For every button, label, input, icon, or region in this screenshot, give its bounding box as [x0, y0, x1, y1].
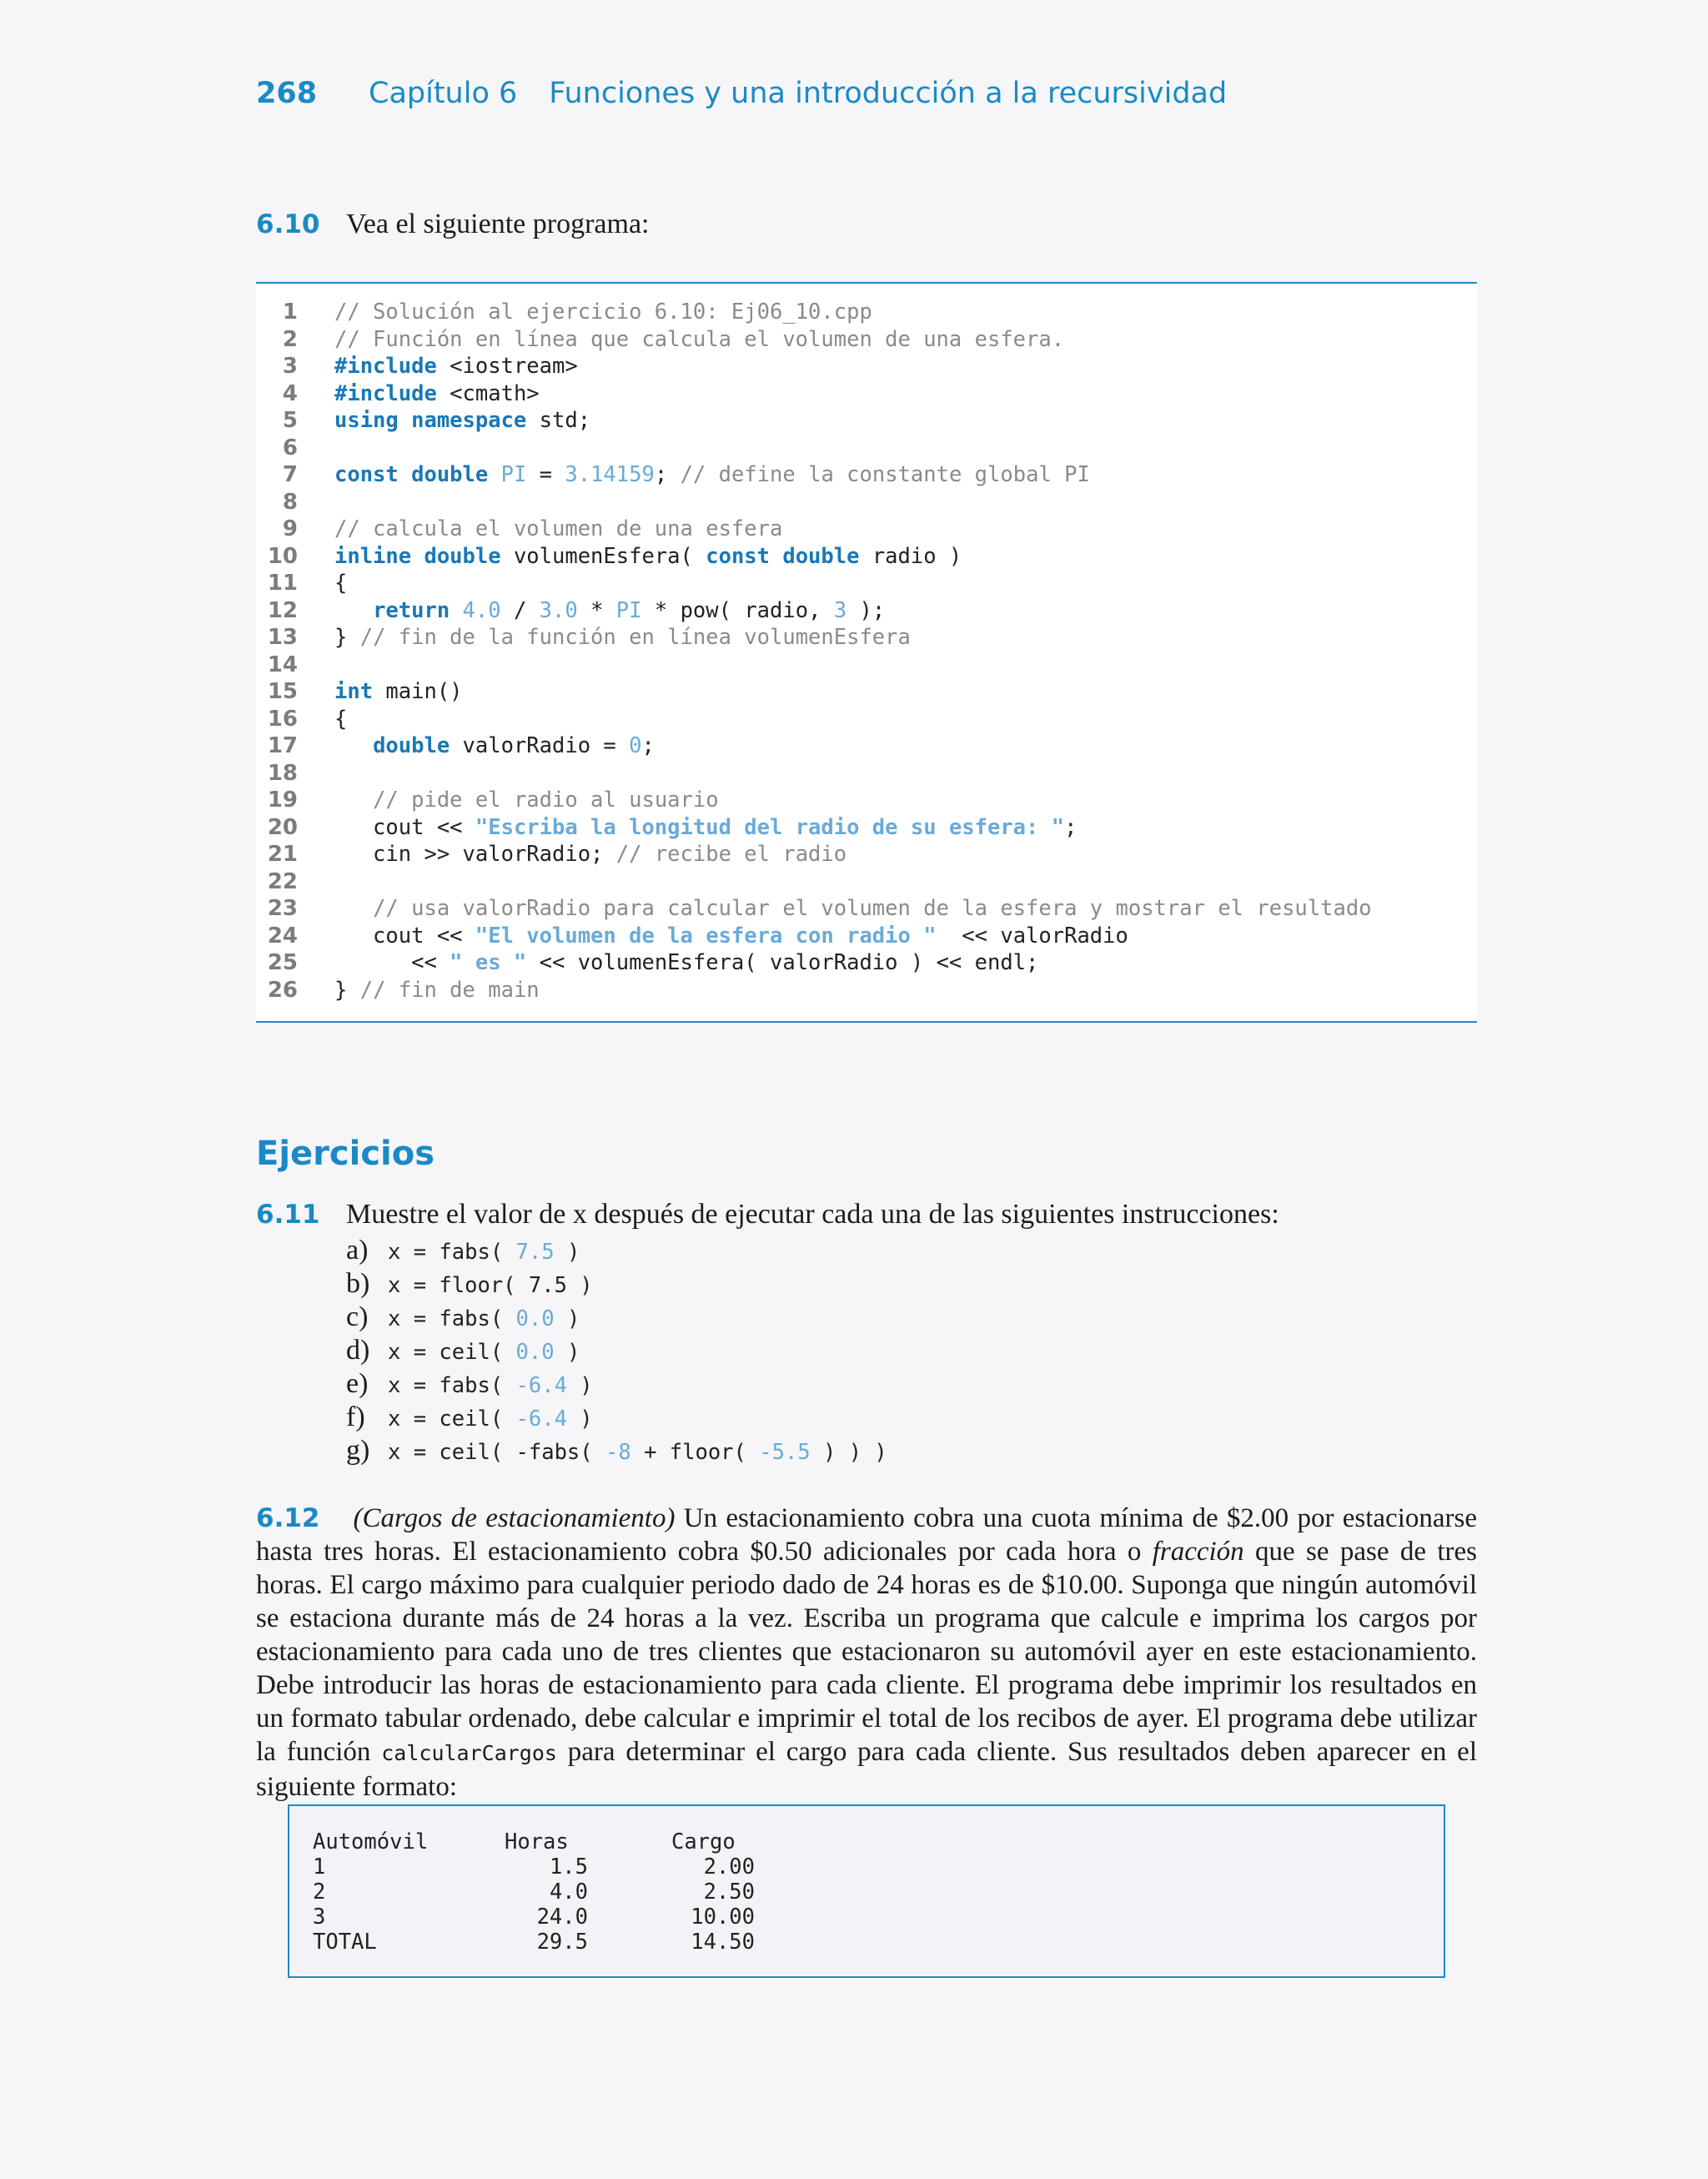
code-token: cout << — [334, 814, 475, 840]
code-token: "Escriba la longitud del radio de su esfera: " — [475, 814, 1065, 840]
code-token: // pide el radio al usuario — [373, 788, 719, 813]
code-text — [334, 814, 1077, 841]
line-number: 21 — [267, 842, 298, 867]
table-cell: 10.00 — [691, 1905, 755, 1930]
code-token: } — [334, 977, 360, 1003]
code-token: #include — [334, 380, 437, 406]
code-token: -6.4 — [515, 1373, 567, 1398]
code-token: // Función en línea que calcula el volumen de una esfera. — [334, 326, 1065, 352]
code-token: // usa valorRadio para calcular el volumen de la esfera y mostrar el resultado — [373, 896, 1372, 921]
section-title: Ejercicios — [256, 1135, 435, 1173]
code-token: std; — [526, 408, 591, 433]
code-text — [334, 923, 1128, 949]
code-token: x = ceil( — [388, 1407, 516, 1432]
code-text — [334, 570, 347, 596]
output-format-table — [288, 1804, 1445, 1978]
table-cell: TOTAL — [313, 1930, 377, 1955]
line-number: 7 — [282, 462, 298, 487]
code-token: // fin de main — [359, 977, 540, 1003]
code-token: x = fabs( — [388, 1240, 516, 1265]
line-number: 1 — [282, 299, 298, 325]
code-token: 0.0 — [515, 1306, 555, 1331]
code-token: x = ceil( -fabs( — [388, 1440, 605, 1465]
chapter-title: Funciones y una introducción a la recursividad — [549, 77, 1228, 110]
line-number: 20 — [267, 814, 298, 840]
code-token: x = fabs( — [388, 1306, 516, 1331]
line-number: 26 — [267, 977, 298, 1003]
code-token: ; — [1064, 814, 1078, 840]
code-line — [256, 652, 298, 678]
table-cell: 1.5 — [549, 1854, 588, 1880]
code-line — [256, 516, 783, 542]
exercise-text-part: que se pase de tres horas. El cargo máximo para cualquier periodo dado de 24 horas es de $10.00. Suponga que ningún automóvil se estaciona durante más de 24 horas a la vez. Escriba un programa que calcule e imprima los cargos por estacionamiento para cada uno de tres clientes que estacionaron su automóvil ayer en este estacionamiento. Debe introducir las horas de estacionamiento para cada cliente. El programa debe imprimir los resultados en un formato tabular ordenado, debe calcular e imprimir el total de los recibos de ayer. El programa debe utilizar la función — [256, 1537, 1477, 1767]
code-line — [256, 895, 1372, 922]
code-token: #include — [334, 354, 437, 379]
code-token: 0 — [629, 733, 642, 758]
code-token: 3.14159 — [565, 462, 655, 487]
line-number: 8 — [282, 489, 298, 515]
code-token — [488, 462, 500, 487]
exercise-title: (Cargos de estacionamiento) — [353, 1503, 676, 1533]
code-token: " es " — [450, 950, 527, 975]
line-number: 22 — [267, 868, 298, 894]
table-cell: 3 — [313, 1905, 326, 1930]
code-token: << volumenEsfera( valorRadio ) << endl; — [526, 950, 1039, 975]
code-token: x = ceil( — [388, 1340, 516, 1365]
code-token: 3.0 — [539, 597, 578, 623]
code-text — [334, 977, 540, 1004]
line-number: 5 — [282, 408, 298, 433]
table-cell: 2.50 — [703, 1880, 755, 1905]
function-name: calcularCargos — [381, 1741, 557, 1765]
code-token: double — [373, 733, 450, 758]
code-line — [256, 489, 298, 516]
code-line — [256, 435, 298, 461]
code-line — [256, 923, 1128, 949]
item-label: c) — [346, 1301, 369, 1332]
item-label: e) — [346, 1368, 369, 1399]
code-token: return — [373, 597, 450, 623]
code-token: + floor( — [630, 1440, 760, 1465]
code-token: <iostream> — [436, 354, 578, 379]
code-line — [256, 977, 540, 1004]
code-token: // recibe el radio — [615, 842, 847, 867]
line-number: 13 — [267, 625, 298, 650]
exercise-item — [346, 1268, 593, 1301]
line-number: 12 — [267, 597, 298, 623]
code-token: 7.5 — [515, 1240, 555, 1265]
code-token — [334, 896, 373, 921]
line-number: 10 — [267, 543, 298, 569]
code-line — [256, 868, 298, 895]
code-token: 0.0 — [515, 1340, 555, 1365]
code-line — [256, 787, 719, 813]
code-token: -6.4 — [515, 1407, 567, 1432]
table-cell: 14.50 — [691, 1930, 755, 1955]
code-text — [334, 299, 872, 325]
code-token: PI — [615, 597, 642, 623]
code-token: // fin de la función en línea volumenEsfera — [359, 625, 911, 650]
code-text — [334, 353, 578, 380]
exercise-text: Vea el siguiente programa: — [346, 209, 650, 239]
item-code — [388, 1373, 593, 1398]
code-token: { — [334, 706, 348, 732]
line-number: 4 — [282, 380, 298, 406]
code-token: ) — [554, 1240, 580, 1265]
column-header: Automóvil — [313, 1829, 429, 1854]
code-line — [256, 814, 1078, 841]
line-number: 18 — [267, 760, 298, 786]
code-token: <cmath> — [436, 380, 540, 406]
exercise-number: 6.10 — [256, 209, 320, 239]
code-line — [256, 326, 1065, 353]
code-text — [334, 543, 962, 570]
code-token: const double — [334, 462, 489, 487]
code-token: } — [334, 625, 360, 650]
code-text — [334, 787, 719, 813]
code-token: * — [577, 597, 616, 623]
line-number: 16 — [267, 706, 298, 732]
exercise-item — [346, 1435, 887, 1468]
item-label: g) — [346, 1435, 370, 1466]
line-number: 24 — [267, 923, 298, 949]
table-cell: 2.00 — [703, 1854, 755, 1880]
code-token: << valorRadio — [936, 923, 1128, 949]
table-cell: 1 — [313, 1854, 326, 1880]
exercise-item — [346, 1402, 593, 1435]
table-cell: 2 — [313, 1880, 326, 1905]
code-token: ; — [641, 733, 655, 758]
exercise-item — [346, 1335, 580, 1368]
code-token: valorRadio = — [450, 733, 630, 758]
page-header — [256, 77, 1227, 110]
code-token: -8 — [605, 1440, 631, 1465]
exercise-number: 6.12 — [256, 1503, 320, 1533]
line-number: 25 — [267, 950, 298, 975]
table-cell: 29.5 — [536, 1930, 588, 1955]
code-token: ) — [566, 1373, 593, 1398]
code-listing — [256, 282, 1477, 1023]
code-text — [334, 461, 1090, 488]
item-label: d) — [346, 1335, 370, 1366]
code-line — [256, 461, 1090, 488]
code-token: using namespace — [334, 408, 527, 433]
line-number: 2 — [282, 326, 298, 352]
code-line — [256, 760, 298, 787]
code-token: = — [526, 462, 565, 487]
code-line — [256, 299, 872, 325]
exercise-text: Muestre el valor de x después de ejecutar cada una de las siguientes instrucciones: — [346, 1199, 1279, 1230]
code-text — [334, 380, 540, 407]
code-token — [334, 598, 373, 623]
code-token: inline double — [334, 543, 501, 569]
exercise-6-12 — [256, 1502, 1477, 1804]
code-text — [334, 949, 1038, 976]
line-number: 15 — [267, 679, 298, 704]
code-token: // Solución al ejercicio 6.10: Ej06_10.cpp — [334, 299, 872, 325]
code-token: PI — [500, 462, 527, 487]
code-line — [256, 678, 463, 705]
item-code — [388, 1407, 593, 1432]
code-token: ; — [654, 462, 681, 487]
code-text — [334, 407, 590, 434]
code-token: main() — [373, 679, 463, 704]
code-token: 3 — [833, 597, 847, 623]
code-token: cin >> valorRadio; — [334, 842, 616, 867]
code-token: // calcula el volumen de una esfera — [334, 516, 783, 541]
code-text — [334, 678, 463, 705]
column-header: Cargo — [671, 1829, 736, 1854]
item-label: a) — [346, 1235, 369, 1266]
code-token: 4.0 — [462, 597, 501, 623]
code-token: x = floor( 7.5 ) — [388, 1273, 593, 1298]
code-token: / — [500, 597, 540, 623]
code-text — [334, 841, 846, 868]
code-line — [256, 706, 348, 732]
code-text — [334, 516, 782, 542]
item-label: f) — [346, 1402, 365, 1432]
item-label: b) — [346, 1268, 370, 1299]
code-token: ); — [846, 597, 886, 623]
exercise-text-part: Un estacionamiento cobra una cuota mínima de $2.00 por estacionarse hasta tres horas. El estacionamiento cobra $0.50 adicionales por cada hora o — [256, 1503, 1477, 1567]
exercise-item — [346, 1368, 593, 1402]
code-token: * pow( radio, — [641, 597, 834, 623]
code-token: ) — [554, 1340, 580, 1365]
table-cell: 24.0 — [536, 1905, 588, 1930]
table-cell: 4.0 — [549, 1880, 588, 1905]
line-number: 3 — [282, 354, 298, 379]
code-line — [256, 597, 886, 624]
code-line — [256, 353, 578, 380]
code-text — [334, 732, 655, 759]
line-number: 9 — [282, 516, 298, 541]
code-line — [256, 841, 847, 868]
code-line — [256, 949, 1039, 976]
code-token: const double — [706, 543, 860, 569]
code-token: x = fabs( — [388, 1373, 516, 1398]
exercise-item — [346, 1235, 580, 1268]
column-header: Horas — [505, 1829, 569, 1854]
code-token: // define la constante global PI — [680, 462, 1090, 487]
line-number: 23 — [267, 896, 298, 921]
code-token: ) ) ) — [810, 1440, 887, 1465]
code-token: ) — [566, 1407, 593, 1432]
code-line — [256, 732, 655, 759]
item-code — [388, 1306, 580, 1331]
code-line — [256, 380, 540, 407]
item-code — [388, 1340, 580, 1365]
exercise-6-11 — [256, 1199, 1279, 1230]
code-token: radio ) — [859, 543, 962, 569]
code-token: int — [334, 679, 374, 704]
line-number: 17 — [267, 733, 298, 758]
exercise-6-10 — [256, 209, 649, 240]
code-token: cout << — [334, 923, 475, 949]
chapter-label: Capítulo 6 — [369, 77, 518, 110]
exercise-number: 6.11 — [256, 1200, 320, 1230]
code-line — [256, 407, 591, 434]
code-line — [256, 543, 962, 570]
code-text — [334, 326, 1064, 353]
item-code — [388, 1440, 887, 1465]
line-number: 6 — [282, 435, 298, 460]
line-number: 19 — [267, 788, 298, 813]
code-text — [334, 624, 911, 651]
exercise-item — [346, 1301, 580, 1335]
code-token: << — [334, 950, 450, 975]
code-token: ) — [554, 1306, 580, 1331]
exercise-text-part: para determinar el cargo para cada cliente. Sus resultados deben aparecer en el siguiente formato: — [256, 1737, 1477, 1802]
code-line — [256, 570, 348, 596]
emphasis-word: fracción — [1152, 1537, 1244, 1567]
item-code — [388, 1273, 593, 1298]
item-code — [388, 1240, 580, 1265]
code-token: "El volumen de la esfera con radio " — [475, 923, 937, 949]
page-number: 268 — [256, 77, 318, 110]
code-token: { — [334, 571, 348, 596]
code-token — [334, 733, 373, 758]
line-number: 14 — [267, 652, 298, 677]
code-token: volumenEsfera( — [500, 543, 706, 569]
line-number: 11 — [267, 571, 298, 596]
code-token: -5.5 — [759, 1440, 811, 1465]
code-text — [334, 706, 347, 732]
code-text — [334, 895, 1372, 922]
code-text — [334, 597, 885, 624]
code-token — [450, 598, 462, 623]
code-line — [256, 624, 911, 651]
code-token — [334, 788, 373, 813]
